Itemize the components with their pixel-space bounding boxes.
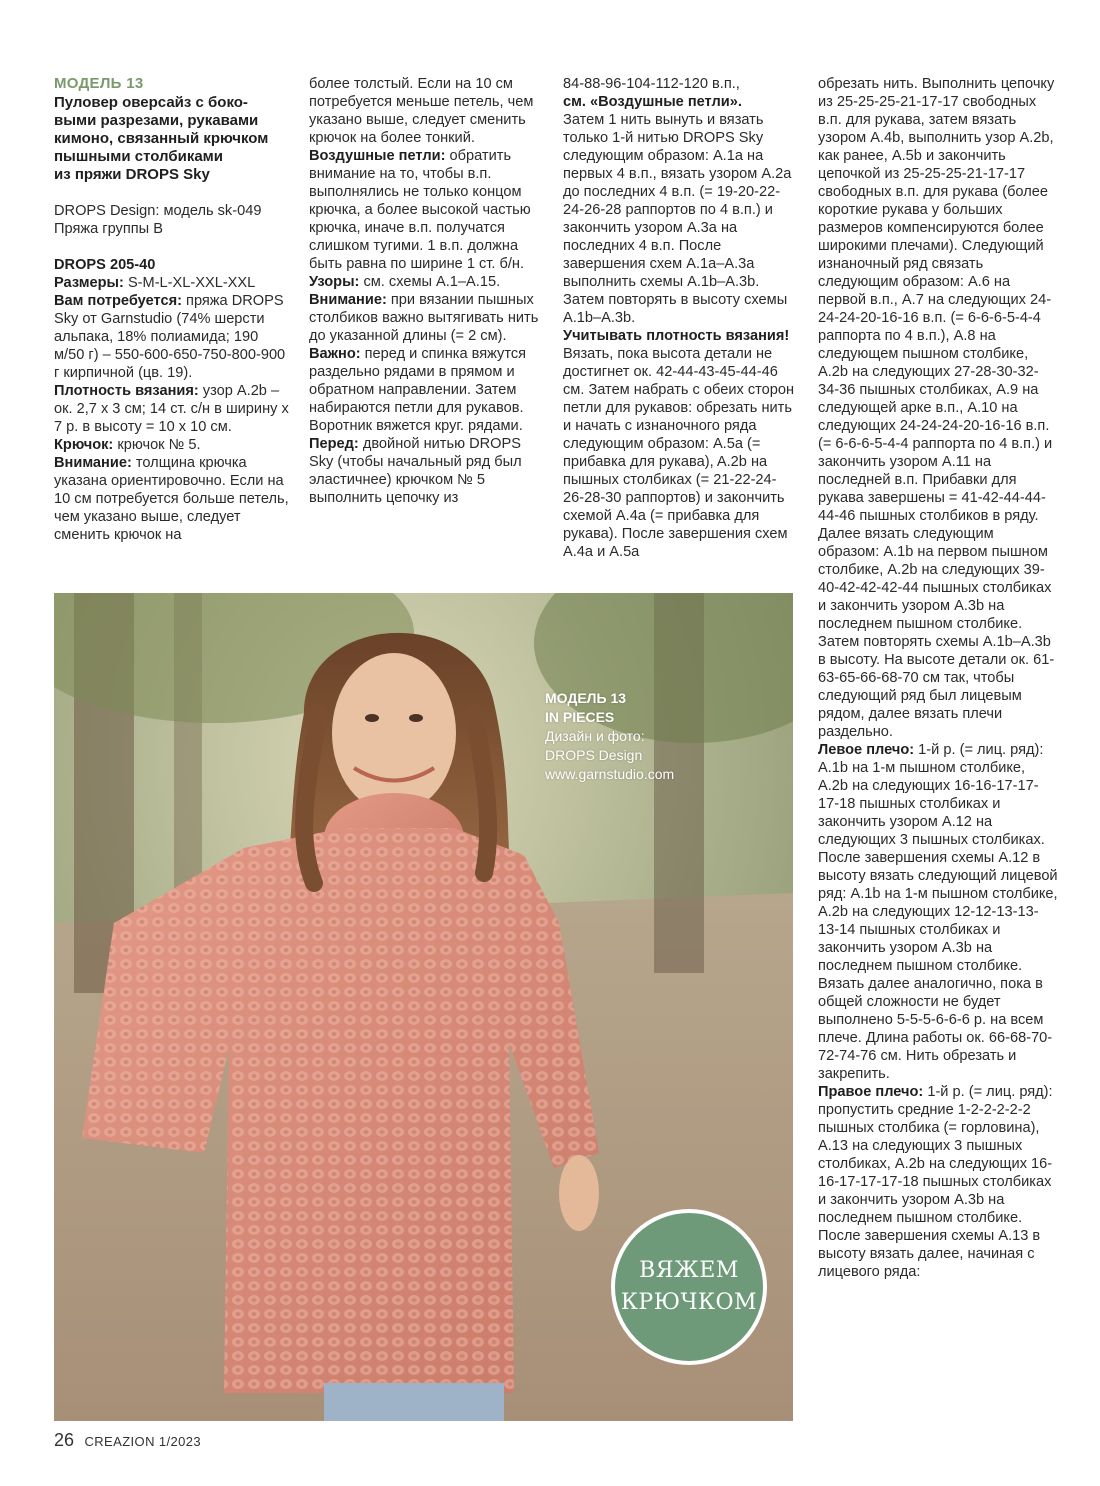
hook-label: Крючок: — [54, 437, 114, 453]
front — [309, 435, 541, 507]
left-shoulder-label: Левое плечо: — [818, 742, 915, 758]
patterns-text: см. схемы A.1–A.15. — [359, 274, 501, 290]
sizes-value: S-M-L-XL-XXL-XXL — [123, 275, 256, 291]
col3-air-reference: см. «Воздушные петли». — [563, 94, 742, 110]
materials-label: Вам потребуется: — [54, 293, 182, 309]
title-line-2: выми разрезами, рукавами — [54, 112, 259, 129]
right-shoulder-label: Правое плечо: — [818, 1084, 924, 1100]
density-text: Вязать, пока высота детали не достигнет ок. 42-44-43-45-44-46 см. Затем набрать с обеих сторон петли для рукавов: обрезать нить и начать с изнаночного ряда следующим образом: A.5a (= прибавка для рукава), A.2b на пышных столбиках (= 21-22-24-26-28-30 раппортов) и закончить схемой A.4a (= прибавка для рукава). После завершения схем A.4a и A.5a — [563, 346, 795, 560]
left-shoulder-text: 1-й р. (= лиц. ряд): A.1b на 1-м пышном столбике, A.2b на следующих 16-16-17-17-17-18 пышных столбиках и закончить узором A.12 на следующих 3 пышных столбиках. После завершения схемы A.12 в высоту вязать следующий лицевой ряд: A.1b на 1-м пышном столбике, A.2b на следующих 12-12-13-13-13-14 пышных столбиках и закончить узором A.3b на последнем пышном столбике. Вязать далее аналогично, пока в общей сложности не будет выполнено 5-5-5-6-6-6 р. на всем плече. Длина работы ок. 66-68-70-72-74-76 см. Нить обрезать и закрепить. — [818, 742, 1058, 1082]
pattern-code: DROPS 205-40 — [54, 257, 156, 273]
caption-website: www.garnstudio.com — [545, 766, 675, 782]
gauge-text: узор A.2b – ок. 2,7 х 3 см; 14 ст. с/н в ширину х 7 р. в высоту = 10 х 10 см. — [54, 383, 289, 435]
col4-paragraph-2: Далее вязать следующим образом: A.1b на первом пышном столбике, A.2b на следующих 39-40-42-42-42-44 пышных столбиках и закончить узором A.3b на последнем пышном столбике. Затем повторять схемы A.1b–A.3b в высоту. На высоте детали ок. 61-63-65-66-68-70 см так, чтобы следующий ряд был лицевым рядом, далее вязать плечи раздельно. — [818, 526, 1055, 740]
attention — [309, 291, 541, 345]
important — [309, 345, 541, 435]
note — [54, 454, 290, 544]
col3-paragraph-1: 84-88-96-104-112-120 в.п., — [563, 76, 740, 92]
important-label: Важно: — [309, 346, 361, 362]
materials — [54, 292, 290, 382]
hook — [54, 436, 290, 454]
crochet-badge — [611, 1209, 767, 1365]
patterns-label: Узоры: — [309, 274, 360, 290]
title-line-4: из пряжи DROPS Sky — [54, 166, 210, 183]
right-shoulder-text: 1-й р. (= лиц. ряд): пропустить средние 1-2-2-2-2-2 пышных столбика (= горловина), A.13 на следующих 3 пышных столбиках, A.2b на следующих 16-16-17-17-17-18 пышных столбиках и закончить узором A.3b на последнем пышном столбике. После завершения схемы A.13 в высоту вязать далее, начиная с лицевого ряда: — [818, 1084, 1053, 1280]
badge-line-1: ВЯЖЕМ — [639, 1258, 739, 1283]
yarn-group: Пряжа группы B — [54, 221, 163, 237]
badge-line-2: КРЮЧКОМ — [620, 1290, 758, 1315]
photo-caption — [545, 689, 674, 784]
density-label: Учитывать плотность вязания! — [563, 328, 790, 344]
left-shoulder — [818, 741, 1058, 1083]
materials-text: пряжа DROPS Sky от Garnstudio (74% шерсти альпака, 18% полиамида; 190 м/50 г) – 550-600-650-750-800-900 г кирпичной (цв. 19). — [54, 293, 286, 381]
density — [563, 327, 795, 561]
caption-design-photo: Дизайн и фото: — [545, 728, 645, 744]
col3-paragraph-2: Затем 1 нить вынуть и вязать только 1-й нитью DROPS Sky следующим образом: A.1a на первых 4 в.п., вязать узором A.2a до последних 4 в.п. (= 19-20-22-24-26-28 раппортов по 4 в.п.) и закончить узором A.3a на последних 4 в.п. После завершения схем A.1a–A.3a выполнить схемы A.1b–A.3b. Затем повторять в высоту схемы A.1b–A.3b. — [563, 112, 792, 326]
front-label: Перед: — [309, 436, 359, 452]
right-shoulder — [818, 1083, 1058, 1281]
title-line-3: кимоно, связанный крючком пышными столбиками — [54, 130, 269, 165]
page-number: 26 — [54, 1430, 75, 1450]
model-label: МОДЕЛЬ 13 — [54, 75, 144, 92]
model-photo — [54, 593, 793, 1421]
patterns — [309, 273, 541, 291]
attention-label: Внимание: — [309, 292, 387, 308]
col2-paragraph-1: более толстый. Если на 10 см потребуется меньше петель, чем указано выше, следует сменить крючок на более тонкий. — [309, 76, 534, 146]
important-text: перед и спинка вяжутся раздельно рядами в прямом и обратном направлении. Затем набираются петли для рукавов. Воротник вяжется круг. рядами. — [309, 346, 527, 434]
air-loops-text: обратить внимание на то, чтобы в.п. выполнялись не только концом крючка, а более высокой частью крючка, иначе в.п. получатся слишком тугими. 1 в.п. должна быть равна по ширине 1 ст. б/н. — [309, 148, 531, 272]
hook-text: крючок № 5. — [113, 437, 201, 453]
col4-paragraph-1: обрезать нить. Выполнить цепочку из 25-25-25-21-17-17 свободных в.п. для рукава, затем вязать узором A.4b, выполнить узор A.2b, как ранее, A.5b и закончить цепочкой из 25-25-25-21-17-17 свободных в.п. для рукава (более короткие рукава у больших размеров компенсируются более широкими плечами). Следующий изнаночный ряд связать следующим образом: A.6 на первой в.п., A.7 на следующих 24-24-24-20-16-16 в.п. (= 6-6-6-5-4-4 раппорта по 4 в.п.), A.8 на следующем пышном столбике, A.2b на следующих 27-28-30-32-34-36 пышных столбиках, A.9 на следующей арке в.п., A.10 на следующих 24-24-24-20-16-16 в.п. (= 6-6-6-5-4-4 раппорта по 4 в.п.) и закончить узором A.11 на последней в.п. Прибавки для рукава завершены = 41-42-44-44-44-46 пышных столбиков в ряду. — [818, 76, 1055, 524]
caption-model: МОДЕЛЬ 13 — [545, 690, 627, 706]
note-label: Внимание: — [54, 455, 132, 471]
magazine-issue: CREAZION 1/2023 — [84, 1434, 202, 1449]
air-loops-label: Воздушные петли: — [309, 148, 446, 164]
air-loops — [309, 147, 541, 273]
note-text: толщина крючка указана ориентировочно. Если на 10 см потребуется больше петель, чем указано выше, следует сменить крючок на — [54, 455, 289, 543]
design-credit: DROPS Design: модель sk-049 — [54, 203, 262, 219]
attention-text: при вязании пышных столбиков важно вытягивать нить до указанной длины (= 2 см). — [309, 292, 539, 344]
sizes-label: Размеры: — [54, 275, 124, 291]
caption-in-pieces: IN PIECES — [545, 709, 615, 725]
gauge-label: Плотность вязания: — [54, 383, 199, 399]
column-2 — [309, 75, 541, 507]
caption-drops-design: DROPS Design — [545, 747, 643, 763]
page-footer — [54, 1430, 201, 1451]
title-line-1: Пуловер оверсайз с боко- — [54, 94, 248, 111]
gauge — [54, 382, 290, 436]
column-4 — [818, 75, 1058, 1281]
sizes — [54, 274, 290, 292]
column-1 — [54, 75, 290, 544]
article-title — [54, 94, 290, 184]
column-3 — [563, 75, 795, 561]
front-text: двойной нитью DROPS Sky (чтобы начальный ряд был эластичнее) крючком № 5 выполнить цепочку из — [309, 436, 522, 506]
